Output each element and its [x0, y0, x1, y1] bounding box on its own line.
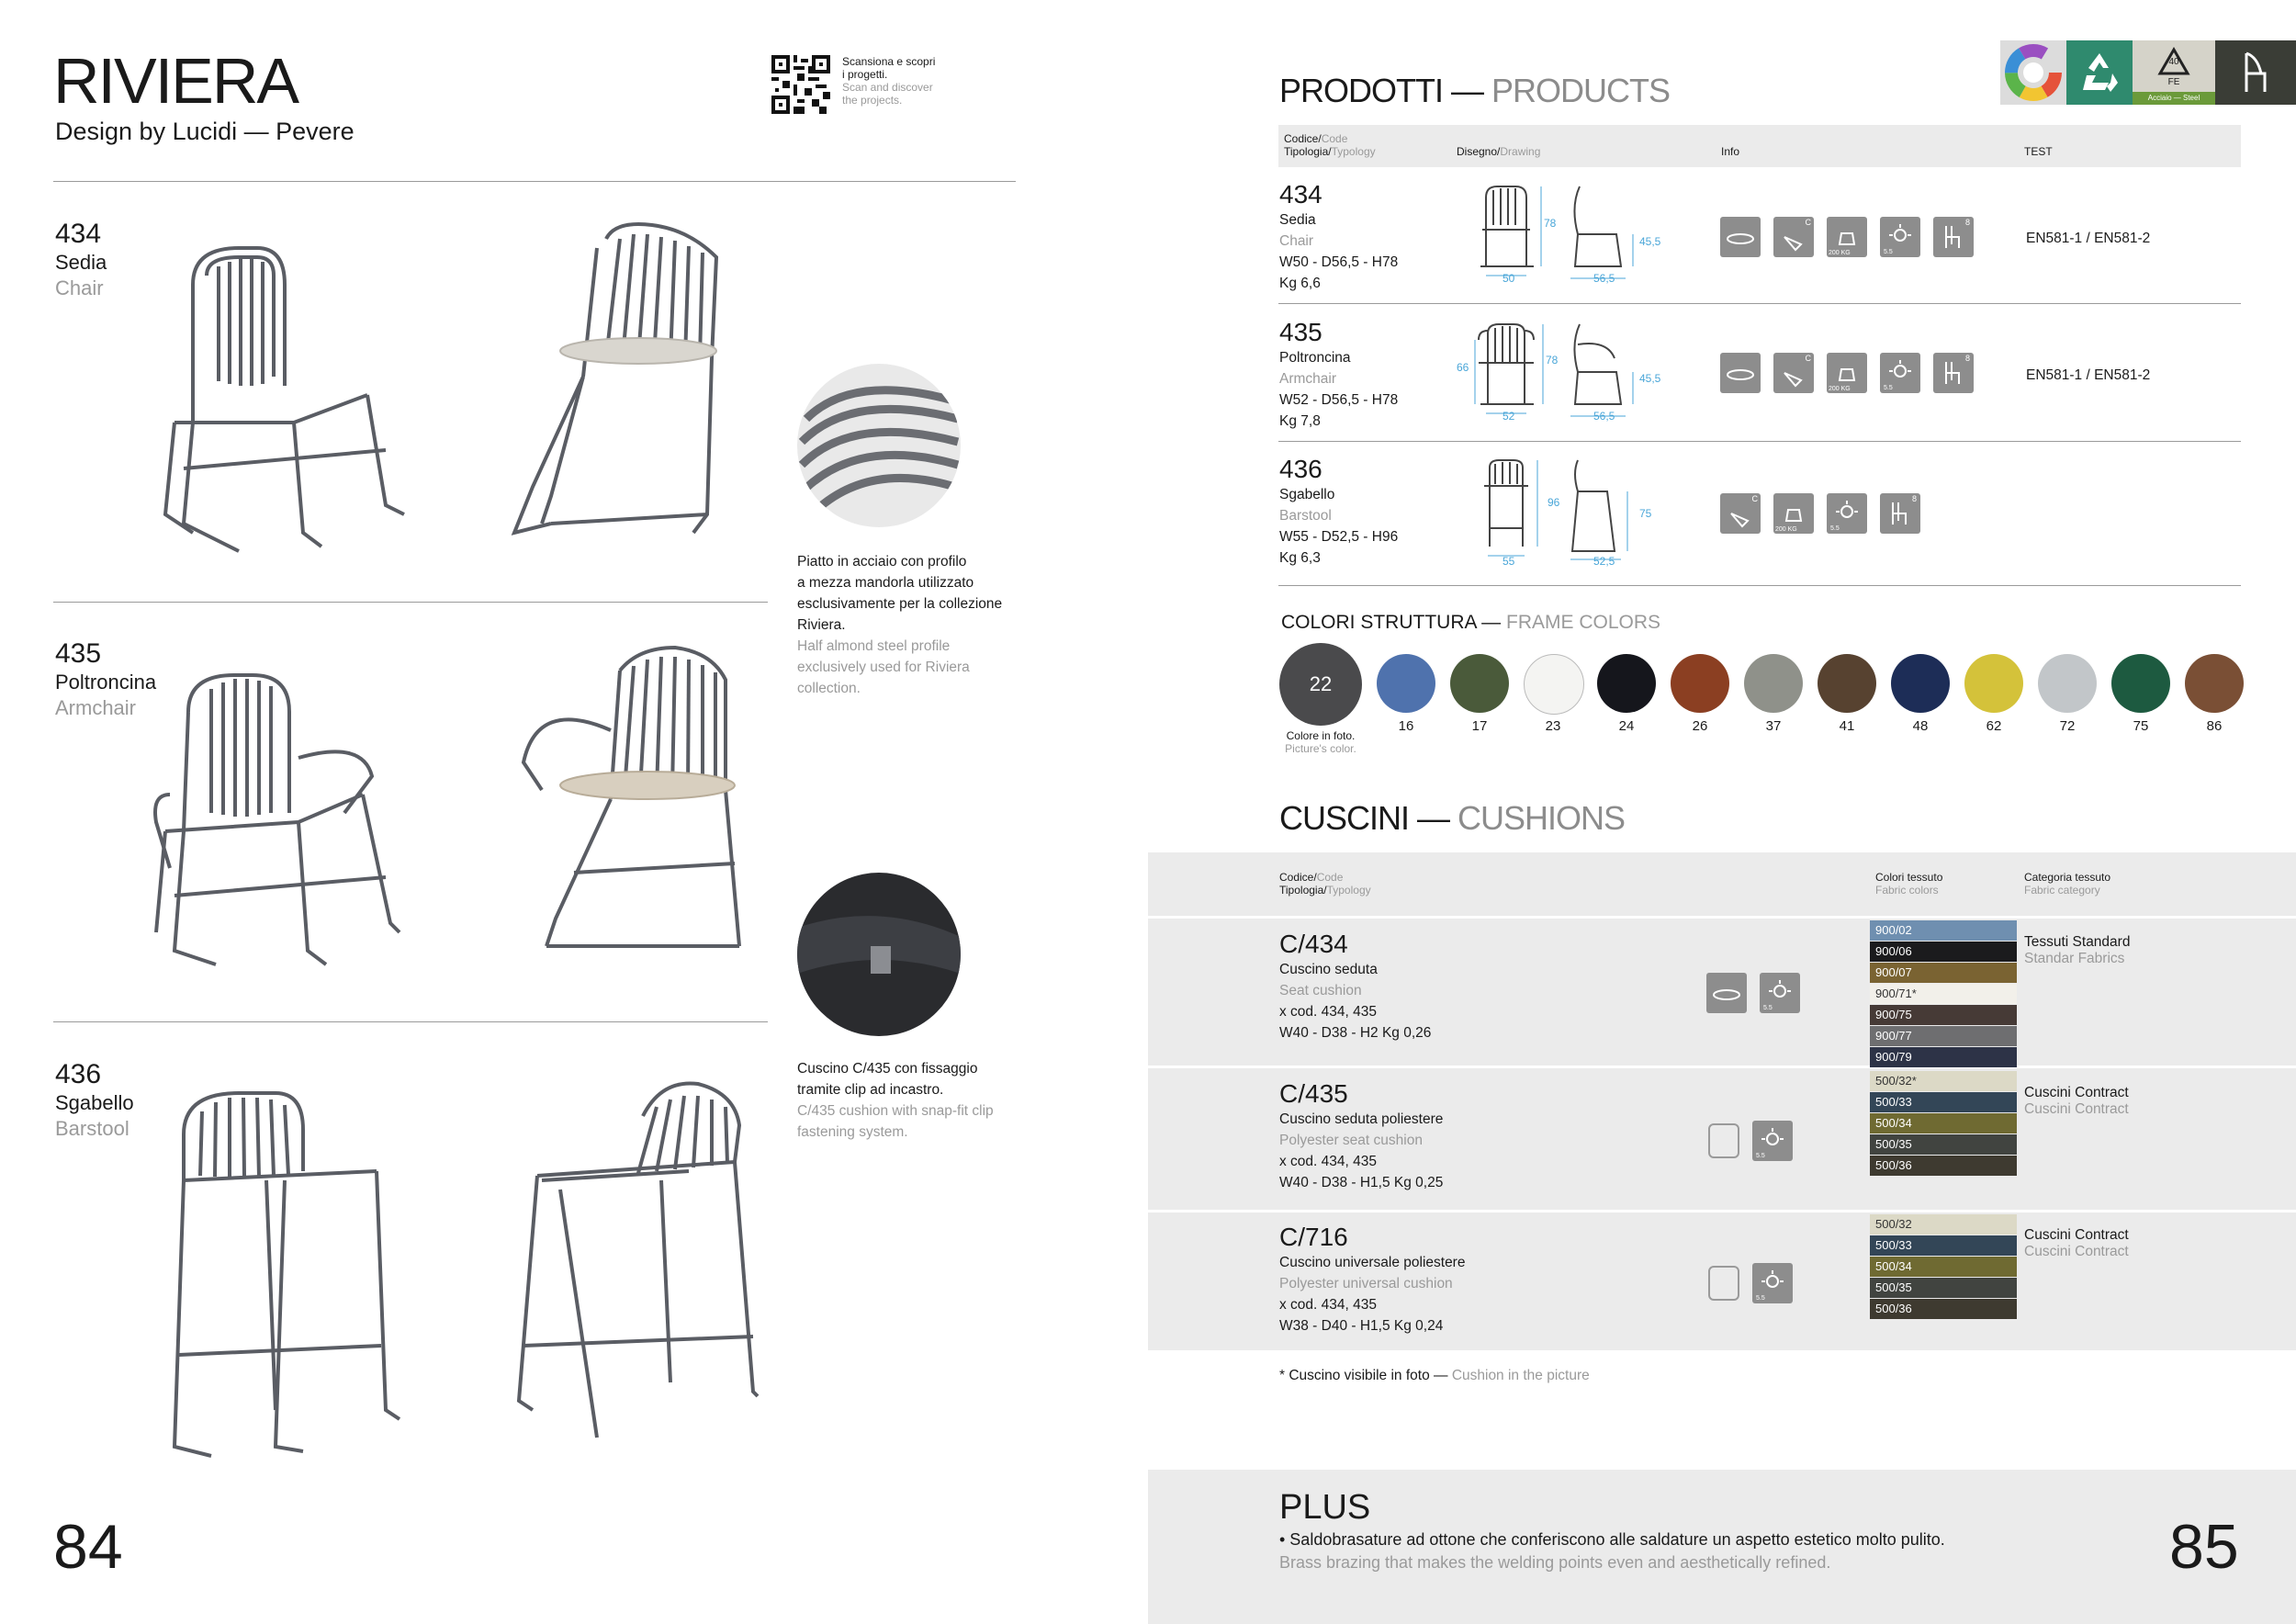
hdr-en: Drawing [1500, 145, 1541, 158]
fabric-swatch[interactable]: 500/32 [1870, 1214, 2017, 1235]
badge-strip [2000, 40, 2296, 105]
heading-it: COLORI STRUTTURA — [1281, 612, 1507, 633]
fabric-swatch[interactable]: 900/79 [1870, 1047, 2017, 1067]
icon-label: C [1805, 218, 1811, 227]
fabric-swatch[interactable]: 900/71* [1870, 984, 2017, 1004]
caption-line: exclusively used for Riviera [797, 660, 970, 675]
fabric-swatch[interactable]: 900/77 [1870, 1026, 2017, 1046]
uv-weather-icon [1827, 493, 1867, 534]
footnote-en: Cushion in the picture [1451, 1368, 1590, 1383]
plus-title: PLUS [1279, 1488, 1371, 1527]
product-name-it: Sedia [55, 251, 107, 274]
col-fabric-colors [1875, 871, 1942, 897]
chair-434-photo-front [156, 239, 413, 560]
cat-it: Cuscini Contract [2024, 1227, 2129, 1243]
col-test: TEST [2024, 145, 2053, 158]
cushion-icon [1706, 973, 1747, 1013]
dim-width: 52 [1503, 410, 1515, 423]
cushion-table-header [1148, 852, 2296, 916]
frame-color-code: 75 [2133, 718, 2149, 734]
cushion-name-it: Cuscino seduta [1279, 962, 1378, 977]
info-icons-434 [1720, 217, 1986, 257]
divider [53, 1021, 768, 1022]
plus-text-it: • Saldobrasature ad ottone che conferiscono alle saldature un aspetto estetico molto pulito. [1279, 1530, 1945, 1549]
clip-c-icon [1720, 493, 1761, 534]
cat-en: Cuscini Contract [2024, 1244, 2129, 1259]
caption-line: fastening system. [797, 1124, 908, 1140]
cat-en: Cuscini Contract [2024, 1101, 2129, 1117]
col-code [1279, 871, 1371, 897]
product-name-en: Armchair [55, 696, 137, 719]
hdr-en: Typology [1331, 145, 1376, 158]
drawing-435 [1469, 317, 1653, 427]
col-code [1284, 132, 1376, 158]
steel-fe-icon [2133, 40, 2215, 105]
page-number-left: 84 [53, 1512, 123, 1582]
fabric-category-c434 [2024, 934, 2130, 967]
frame-color-code: 24 [1618, 718, 1635, 734]
icon-label: 8 [1911, 494, 1917, 503]
test-standard-435: EN581-1 / EN581-2 [2026, 367, 2151, 383]
heading-en: FRAME COLORS [1506, 612, 1661, 633]
frame-color-swatch[interactable] [2185, 654, 2244, 713]
page-title: RIVIERA [53, 45, 298, 117]
dim-seat: 45,5 [1639, 372, 1661, 385]
dim-depth: 56,5 [1593, 272, 1615, 285]
frame-color-swatch[interactable] [1671, 654, 1729, 713]
row-divider [1278, 441, 2241, 442]
fabric-swatch[interactable]: 500/34 [1870, 1257, 2017, 1277]
detail-clip-caption [797, 1058, 994, 1143]
clip-c-icon [1773, 353, 1814, 393]
hdr-it: Tipologia/ [1279, 884, 1327, 897]
frame-color-code: 72 [2059, 718, 2076, 734]
dim-depth: 52,5 [1593, 555, 1615, 568]
cushion-icon [1720, 353, 1761, 393]
test-standard-434: EN581-1 / EN581-2 [2026, 231, 2151, 246]
row-code: 436 [1279, 455, 1322, 483]
detail-steel-profile-image [797, 364, 961, 527]
hdr-en: Code [1321, 132, 1348, 145]
frame-colors-heading [1281, 612, 1660, 634]
caption-line: collection. [797, 681, 861, 696]
hdr-it: Codice/ [1279, 871, 1317, 884]
info-icons-436 [1720, 493, 1933, 534]
weight-200kg-icon [1827, 217, 1867, 257]
fabric-swatch[interactable]: 500/34 [1870, 1113, 2017, 1133]
fe-number: 40 [2168, 57, 2179, 67]
cushion-icons-c716 [1708, 1263, 1806, 1303]
fabric-swatch[interactable]: 900/06 [1870, 942, 2017, 962]
cushion-dims: W40 - D38 - H1,5 Kg 0,25 [1279, 1175, 1444, 1190]
caption-line: esclusivamente per la collezione [797, 596, 1003, 612]
uv-weather-icon [1752, 1121, 1793, 1161]
row-dimensions: W50 - D56,5 - H78 [1279, 254, 1399, 270]
dim-seat: 45,5 [1639, 235, 1661, 248]
frame-color-swatch[interactable] [1744, 654, 1803, 713]
page-subtitle: Design by Lucidi — Pevere [55, 118, 355, 145]
page-number-right: 85 [2169, 1512, 2239, 1582]
cushion-name-en: Polyester seat cushion [1279, 1133, 1423, 1148]
detail-clip-image [797, 873, 961, 1036]
main-color-swatch[interactable] [1279, 643, 1362, 726]
heading-en: PRODUCTS [1491, 72, 1671, 109]
hdr-en: Typology [1326, 884, 1371, 897]
icon-label: 8 [1964, 218, 1970, 227]
caption-line: tramite clip ad incastro. [797, 1082, 944, 1098]
col-info: Info [1721, 145, 1740, 158]
product-name-it: Sgabello [55, 1091, 134, 1114]
hdr-it: Categoria tessuto [2024, 871, 2111, 884]
chair-435-photo-front [152, 657, 409, 987]
hdr-en: Code [1316, 871, 1344, 884]
main-color-code: 22 [1309, 672, 1333, 695]
plus-text-en: Brass brazing that makes the welding points even and aesthetically refined. [1279, 1553, 1831, 1572]
dim-width: 55 [1503, 555, 1515, 568]
frame-color-swatch[interactable] [1964, 654, 2023, 713]
heading-it: PRODOTTI — [1279, 72, 1491, 109]
row-name-en: Chair [1279, 233, 1314, 249]
icon-label: 8 [1964, 354, 1970, 363]
frame-color-code: 17 [1471, 718, 1488, 734]
dim-seat: 75 [1639, 507, 1652, 520]
frame-color-swatch[interactable] [1450, 654, 1509, 713]
steel-label: Acciaio — Steel [2133, 92, 2215, 105]
heading-it: CUSCINI — [1279, 799, 1458, 837]
chair-434-photo-cushion [496, 220, 735, 551]
dim-width: 50 [1503, 272, 1515, 285]
product-name-it: Poltroncina [55, 671, 157, 694]
products-heading [1279, 72, 1670, 110]
fabric-category-c716 [2024, 1227, 2129, 1260]
divider [53, 602, 768, 603]
cushion-dims: W38 - D40 - H1,5 Kg 0,24 [1279, 1318, 1444, 1334]
frame-color-code: 86 [2206, 718, 2223, 734]
row-dimensions: W55 - D52,5 - H96 [1279, 529, 1399, 545]
dim-height: 96 [1548, 496, 1560, 509]
product-row-435 [1279, 318, 1398, 432]
info-icons-435 [1720, 353, 1986, 393]
row-name-en: Barstool [1279, 508, 1332, 524]
recycle-icon [2066, 40, 2133, 105]
weight-200kg-icon [1827, 353, 1867, 393]
dim-height: 78 [1544, 217, 1557, 230]
hdr-it: Codice/ [1284, 132, 1322, 145]
row-dimensions: W52 - D56,5 - H78 [1279, 392, 1399, 408]
footnote-it: * Cuscino visibile in foto — [1279, 1368, 1452, 1383]
product-label-436 [55, 1059, 134, 1142]
frame-color-code: 62 [1986, 718, 2002, 734]
uv-weather-icon [1880, 217, 1920, 257]
cushion-name-it: Cuscino seduta poliestere [1279, 1111, 1444, 1127]
caption-line: Piatto in acciaio con profilo [797, 554, 967, 570]
stackable-8-icon [1880, 493, 1920, 534]
fabric-swatch[interactable]: 500/33 [1870, 1235, 2017, 1256]
barstool-436-photo-cushion [505, 1070, 771, 1456]
products-table-header [1278, 125, 2241, 167]
frame-color-swatch[interactable] [1377, 654, 1435, 713]
fabric-swatch[interactable]: 500/32* [1870, 1071, 2017, 1091]
cat-it: Tessuti Standard [2024, 934, 2131, 950]
frame-color-code: 41 [1839, 718, 1855, 734]
product-name-en: Chair [55, 276, 104, 299]
cat-en: Standar Fabrics [2024, 951, 2125, 966]
fe-label: FE [2167, 77, 2180, 87]
uv-weather-icon [1752, 1263, 1793, 1303]
stackable-8-icon [1933, 353, 1974, 393]
qr-code[interactable] [771, 55, 830, 114]
hdr-it: Colori tessuto [1875, 871, 1943, 884]
cushion-code: C/716 [1279, 1223, 1348, 1251]
row-name-it: Poltroncina [1279, 350, 1351, 366]
frame-color-swatch[interactable] [1891, 654, 1950, 713]
col-drawing [1457, 145, 1540, 158]
qr-caption-it-2: i progetti. [842, 68, 888, 81]
row-name-en: Armchair [1279, 371, 1337, 387]
drawing-436 [1469, 455, 1653, 570]
frame-color-code: 16 [1398, 718, 1414, 734]
qr-caption [842, 55, 935, 107]
dim-arm: 66 [1457, 361, 1469, 374]
hdr-it: Disegno/ [1457, 145, 1501, 158]
icon-label: 5.5 [1763, 1005, 1773, 1011]
qr-caption-it-1: Scansiona e scopri [842, 55, 936, 68]
icon-label: 5.5 [1756, 1295, 1765, 1302]
frame-color-code: 37 [1765, 718, 1782, 734]
cushion-row-c434 [1279, 930, 1431, 1043]
detail-steel-caption [797, 551, 1002, 699]
cushion-compat: x cod. 434, 435 [1279, 1004, 1377, 1020]
cushion-row-c716 [1279, 1223, 1465, 1336]
cushion-dims: W40 - D38 - H2 Kg 0,26 [1279, 1025, 1432, 1041]
hdr-en: Fabric colors [1875, 884, 1939, 897]
icon-label: 5.5 [1884, 249, 1893, 255]
icon-label: 5.5 [1830, 525, 1840, 532]
clip-c-icon [1773, 217, 1814, 257]
caption-line: C/435 cushion with snap-fit clip [797, 1103, 994, 1119]
thin-cushion-icon [1708, 1123, 1739, 1158]
icon-label: C [1805, 354, 1811, 363]
fabric-category-c435 [2024, 1085, 2129, 1118]
fabric-swatch[interactable]: 900/07 [1870, 963, 2017, 983]
caption-line: a mezza mandorla utilizzato [797, 575, 974, 591]
main-color-caption [1279, 729, 1362, 755]
cushions-heading [1279, 799, 1625, 838]
icon-label: 200 KG [1829, 386, 1851, 392]
col-fabric-category [2024, 871, 2110, 897]
color-wheel-icon [2000, 40, 2066, 105]
cushion-row-c435 [1279, 1079, 1443, 1193]
drawing-434 [1469, 179, 1653, 289]
thin-cushion-icon [1708, 1266, 1739, 1301]
icon-label: 200 KG [1775, 526, 1797, 533]
cushion-name-en: Seat cushion [1279, 983, 1362, 998]
fabric-swatch[interactable]: 500/36 [1870, 1299, 2017, 1319]
weight-200kg-icon [1773, 493, 1814, 534]
cushion-icons-c435 [1708, 1121, 1806, 1161]
cushion-icon [1720, 217, 1761, 257]
product-code: 435 [55, 638, 102, 669]
row-name-it: Sgabello [1279, 487, 1335, 502]
fabric-swatch[interactable]: 900/02 [1870, 920, 2017, 941]
product-row-436 [1279, 455, 1398, 569]
stackable-8-icon [1933, 217, 1974, 257]
row-divider [1278, 303, 2241, 304]
caption-line: Riviera. [797, 617, 846, 633]
row-divider [1278, 585, 2241, 586]
cushion-code: C/434 [1279, 930, 1348, 958]
fabric-swatch[interactable]: 500/35 [1870, 1134, 2017, 1155]
qr-caption-en-2: the projects. [842, 94, 903, 107]
icon-label: 5.5 [1756, 1153, 1765, 1159]
cushion-name-en: Polyester universal cushion [1279, 1276, 1453, 1291]
frame-color-swatch[interactable] [1597, 654, 1656, 713]
uv-weather-icon [1880, 353, 1920, 393]
fabric-swatch[interactable]: 500/36 [1870, 1156, 2017, 1176]
frame-color-code: 23 [1545, 718, 1561, 734]
row-weight: Kg 6,6 [1279, 276, 1321, 291]
row-code: 434 [1279, 180, 1322, 209]
icon-label: C [1751, 494, 1758, 503]
hdr-en: Fabric category [2024, 884, 2100, 897]
row-weight: Kg 7,8 [1279, 413, 1321, 429]
cushion-name-it: Cuscino universale poliestere [1279, 1255, 1466, 1270]
fabric-swatch[interactable]: 500/35 [1870, 1278, 2017, 1298]
chair-stack-icon [2215, 40, 2296, 105]
cushion-code: C/435 [1279, 1079, 1348, 1108]
cushion-compat: x cod. 434, 435 [1279, 1154, 1377, 1169]
caption-line: Half almond steel profile [797, 638, 951, 654]
dim-height: 78 [1546, 354, 1559, 367]
hdr-it: Tipologia/ [1284, 145, 1332, 158]
fabric-swatch[interactable]: 500/33 [1870, 1092, 2017, 1112]
caption-it: Colore in foto. [1286, 729, 1356, 742]
chair-435-photo-cushion [519, 643, 758, 974]
qr-caption-en-1: Scan and discover [842, 81, 933, 94]
caption-line: Cuscino C/435 con fissaggio [797, 1061, 978, 1077]
frame-color-code: 26 [1692, 718, 1708, 734]
heading-en: CUSHIONS [1458, 799, 1626, 837]
fabric-swatch[interactable]: 900/75 [1870, 1005, 2017, 1025]
dim-depth: 56,5 [1593, 410, 1615, 423]
product-label-434 [55, 219, 107, 301]
product-name-en: Barstool [55, 1117, 129, 1140]
barstool-436-photo-front [147, 1079, 422, 1465]
frame-color-swatch[interactable] [1818, 654, 1876, 713]
frame-color-swatch[interactable] [1524, 654, 1584, 715]
cushion-compat: x cod. 434, 435 [1279, 1297, 1377, 1313]
cushion-footnote [1279, 1365, 1590, 1386]
product-row-434 [1279, 180, 1398, 294]
uv-weather-icon [1760, 973, 1800, 1013]
frame-color-code: 48 [1912, 718, 1929, 734]
divider [53, 181, 1016, 182]
product-code: 436 [55, 1059, 102, 1089]
frame-color-swatch[interactable] [2111, 654, 2170, 713]
row-name-it: Sedia [1279, 212, 1316, 228]
icon-label: 5.5 [1884, 385, 1893, 391]
frame-color-swatch[interactable] [2038, 654, 2097, 713]
cushion-icons-c434 [1706, 973, 1813, 1013]
icon-label: 200 KG [1829, 250, 1851, 256]
cat-it: Cuscini Contract [2024, 1085, 2129, 1100]
row-code: 435 [1279, 318, 1322, 346]
caption-en: Picture's color. [1285, 742, 1356, 755]
product-label-435 [55, 638, 156, 721]
row-weight: Kg 6,3 [1279, 550, 1321, 566]
product-code: 434 [55, 219, 102, 249]
